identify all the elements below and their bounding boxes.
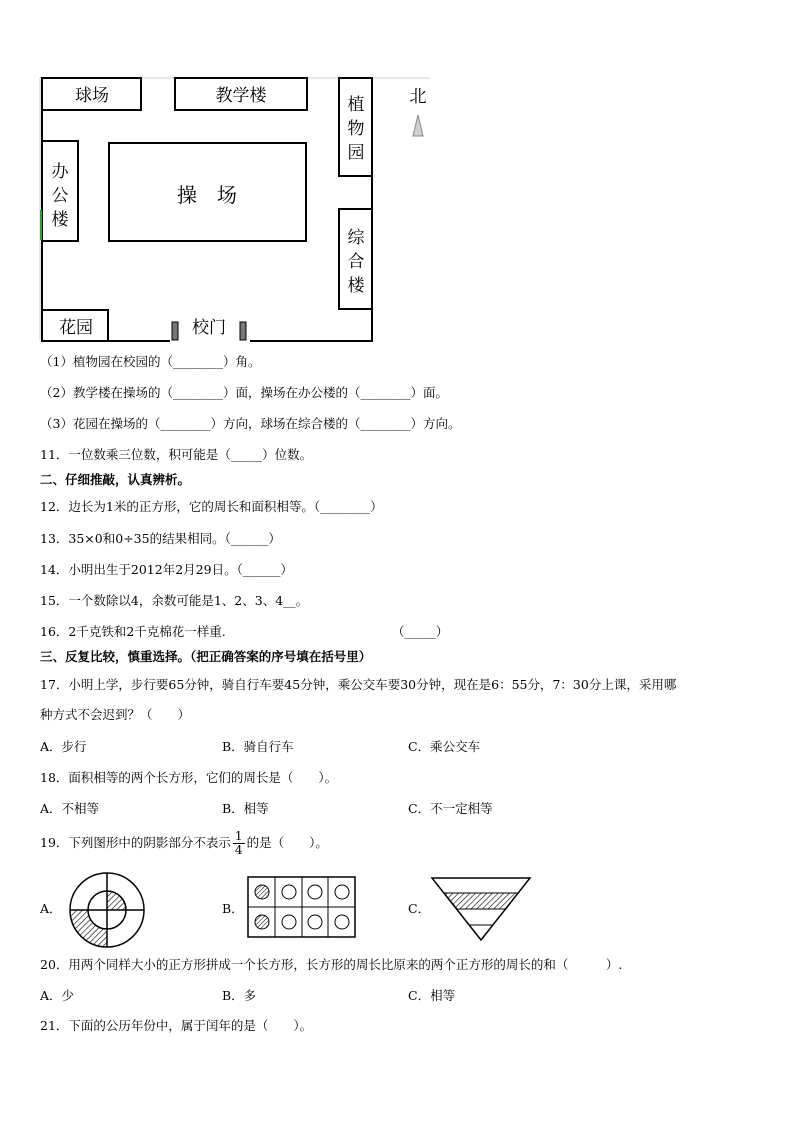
q19-figure-a bbox=[60, 870, 154, 950]
q20-option-a: A．少 bbox=[40, 988, 75, 1003]
question-12: 12．边长为1米的正方形，它的周长和面积相等。（________） bbox=[40, 499, 383, 514]
map-label-office-3: 楼 bbox=[51, 210, 69, 230]
q17-option-c: C．乘公交车 bbox=[408, 739, 481, 754]
map-label-botanical-2: 物 bbox=[347, 119, 365, 139]
campus-map-drawing bbox=[0, 0, 440, 345]
question-16-text: 16．2千克铁和2千克棉花一样重. bbox=[40, 624, 226, 639]
question-13: 13．35×0和0÷35的结果相同。（______） bbox=[40, 531, 281, 546]
q19-fraction bbox=[233, 830, 245, 857]
gate-post-left bbox=[172, 322, 178, 340]
q20-option-c: C．相等 bbox=[408, 988, 456, 1003]
question-14: 14．小明出生于2012年2月29日。（______） bbox=[40, 562, 293, 577]
q20-option-b: B．多 bbox=[222, 988, 257, 1003]
q17-option-a: A．步行 bbox=[40, 739, 87, 754]
map-label-office-2: 公 bbox=[51, 186, 69, 206]
q18-option-a: A．不相等 bbox=[40, 801, 100, 816]
q18-option-b: B．相等 bbox=[222, 801, 269, 816]
map-label-ball-field: 球场 bbox=[75, 86, 109, 106]
sub-question-2: （2）教学楼在操场的（________）面，操场在办公楼的（________）面。 bbox=[40, 385, 448, 400]
map-label-complex-3: 楼 bbox=[347, 276, 365, 296]
map-label-botanical-1: 植 bbox=[347, 95, 365, 115]
question-17-line-1: 17．小明上学，步行要65分钟，骑自行车要45分钟，乘公交车要30分钟，现在是6：55分，7：30分上课，采用哪 bbox=[40, 677, 677, 692]
map-label-garden: 花园 bbox=[59, 318, 93, 338]
map-label-complex-2: 合 bbox=[347, 252, 365, 272]
q19-text-pre: 19．下列图形中的阴影部分不表示 bbox=[40, 835, 231, 850]
question-15: 15．一个数除以4，余数可能是1、2、3、4__。 bbox=[40, 593, 309, 608]
north-arrow-icon bbox=[413, 115, 423, 136]
map-label-playground: 操 场 bbox=[177, 183, 237, 207]
map-label-teaching-building: 教学楼 bbox=[215, 86, 267, 106]
q19-text-post: 的是（ ）。 bbox=[246, 835, 328, 850]
sub-question-1: （1）植物园在校园的（________）角。 bbox=[40, 354, 261, 369]
q19-option-b-label: B． bbox=[222, 901, 244, 916]
question-19 bbox=[40, 828, 328, 858]
q19-fraction-numerator: 1 bbox=[234, 829, 243, 843]
question-17-line-2: 种方式不会迟到？（ ） bbox=[40, 707, 191, 722]
q18-option-c: C．不一定相等 bbox=[408, 801, 493, 816]
map-label-botanical-3: 园 bbox=[347, 143, 365, 163]
q19-option-a-label: A． bbox=[40, 901, 62, 916]
question-16-blank: （_____） bbox=[392, 624, 449, 639]
q19-fraction-denominator: 4 bbox=[234, 843, 243, 857]
q19-figure-b bbox=[246, 875, 358, 941]
question-21: 21．下面的公历年份中，属于闰年的是（ ）。 bbox=[40, 1018, 313, 1033]
question-18: 18．面积相等的两个长方形，它们的周长是（ ）。 bbox=[40, 770, 338, 785]
map-label-school-gate: 校门 bbox=[192, 318, 226, 338]
map-label-complex-1: 综 bbox=[347, 228, 365, 248]
sub-question-3: （3）花园在操场的（________）方向，球场在综合楼的（________）方向。 bbox=[40, 416, 461, 431]
map-label-north: 北 bbox=[409, 87, 427, 107]
question-11: 11．一位数乘三位数，积可能是（_____）位数。 bbox=[40, 447, 313, 462]
q19-option-c-label: C． bbox=[408, 901, 431, 916]
campus-map bbox=[0, 0, 794, 345]
gate-post-right bbox=[240, 322, 246, 340]
section-3-heading: 三、反复比较，慎重选择。（把正确答案的序号填在括号里） bbox=[40, 649, 372, 664]
question-20: 20．用两个同样大小的正方形拼成一个长方形，长方形的周长比原来的两个正方形的周长的和（ ）. bbox=[40, 957, 623, 972]
map-label-office-1: 办 bbox=[51, 162, 69, 182]
q19-figure-c bbox=[430, 876, 534, 944]
section-2-heading: 二、仔细推敲，认真辨析。 bbox=[40, 472, 191, 487]
q17-option-b: B．骑自行车 bbox=[222, 739, 294, 754]
